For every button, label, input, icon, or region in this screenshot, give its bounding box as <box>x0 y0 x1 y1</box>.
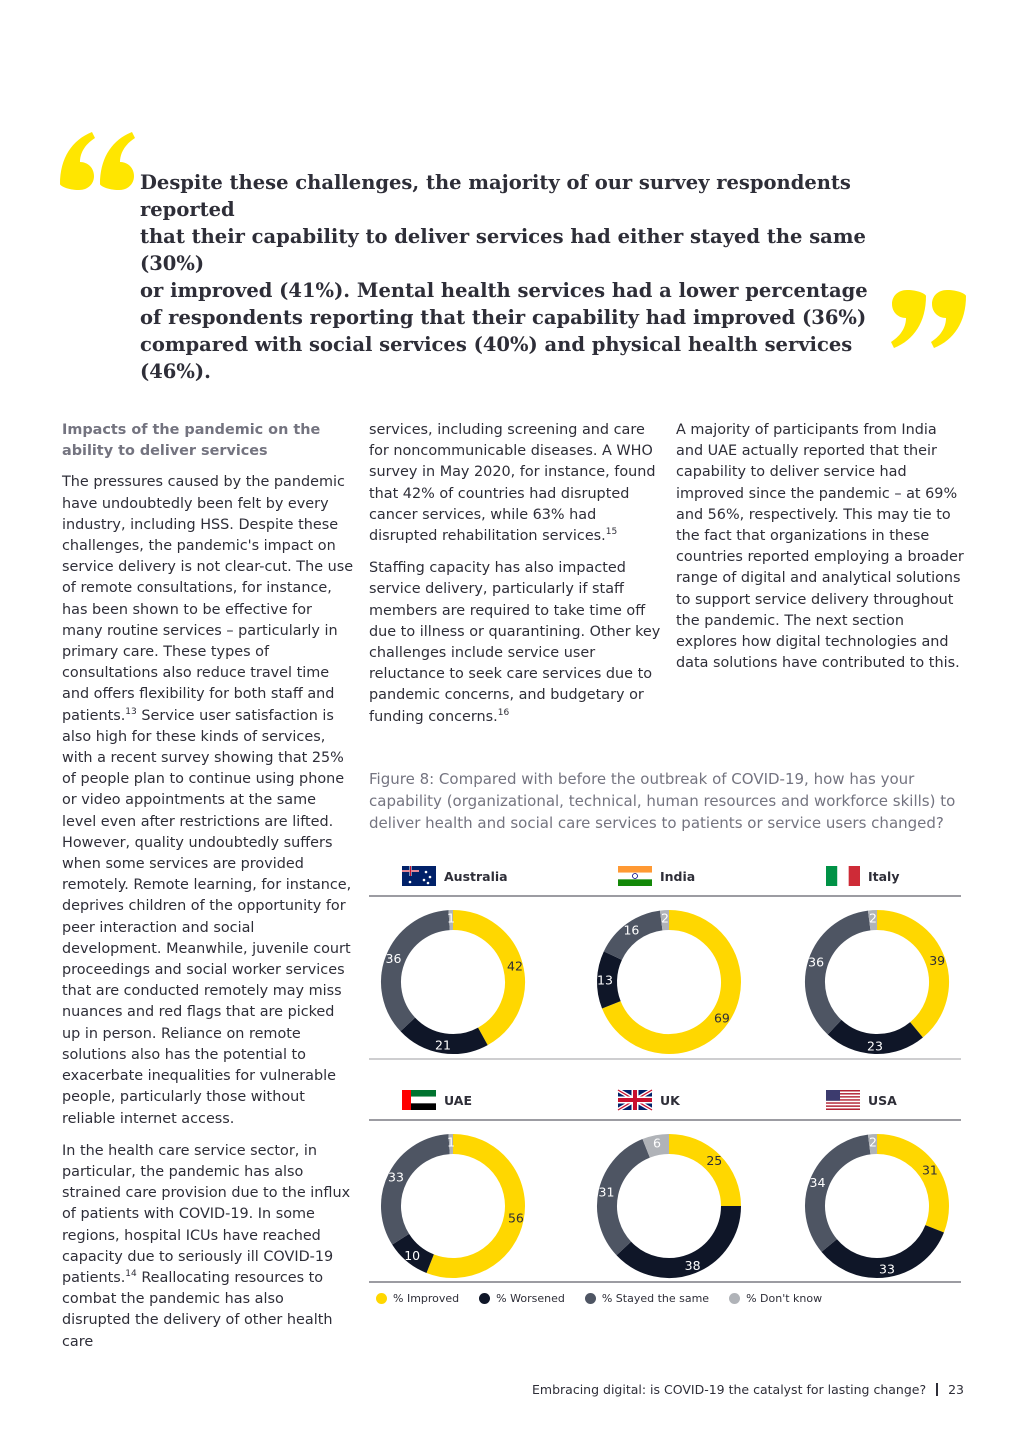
data-label-worsened: 21 <box>435 1037 451 1053</box>
paragraph-text: In the health care service sector, in particular, the pandemic has also strained care provision due to the influx of patients with COVID-19. In some regions, hospital ICUs have reached capacity due to seriously ill COVID-19 patients. <box>62 1142 351 1286</box>
donut-segment-same <box>391 1144 449 1239</box>
donut-charts <box>369 856 965 1286</box>
paragraph <box>62 472 354 1129</box>
legend-item-worsened <box>479 1292 565 1305</box>
legend-label: % Don't know <box>746 1292 823 1305</box>
donut-segment-improved <box>453 920 515 1036</box>
pull-quote-line: or improved (41%). Mental health services had a lower percentage <box>140 279 868 302</box>
body-column-3 <box>676 420 968 685</box>
data-label-same: 36 <box>385 950 402 966</box>
footnote-ref: 14 <box>125 1268 137 1279</box>
legend-swatch <box>585 1293 596 1304</box>
figure-caption: Figure 8: Compared with before the outbreak of COVID-19, how has your capability (organizational, technical, human resources and workforce skills) to deliver health and social care services to patients or service users changed? <box>369 770 956 832</box>
data-label-worsened: 23 <box>867 1038 883 1054</box>
data-label-same: 36 <box>808 954 825 970</box>
paragraph-text: Staffing capacity has also impacted service delivery, particularly if staff members are required to take time off due to illness or quarantining. Other key challenges include service user reluctance to seek care services due to pandemic concerns, and budgetary or funding concerns. <box>369 560 661 725</box>
donut-segment-same <box>391 920 449 1024</box>
open-quote-icon <box>58 118 138 208</box>
data-label-worsened: 10 <box>404 1247 421 1263</box>
donut-segment-worsened <box>624 1206 731 1268</box>
data-label-dontknow: 2 <box>661 910 669 926</box>
data-label-improved: 69 <box>713 1010 730 1026</box>
legend-label: % Stayed the same <box>601 1292 710 1305</box>
body-column-2 <box>369 420 661 739</box>
footer-divider <box>936 1383 938 1396</box>
data-label-dontknow: 6 <box>653 1135 661 1151</box>
data-label-worsened: 33 <box>879 1261 895 1277</box>
data-label-same: 34 <box>809 1174 826 1190</box>
paragraph: A majority of participants from India and UAE actually reported that their capability to deliver service had improved since the pandemic – at 69% and 56%, respectively. This may tie to the fact that organizations in these countries reported employing a broader range of digital and analytical solutions to support service delivery throughout the pandemic. The next section explores how digital technologies and data solutions have contributed to this. <box>676 422 964 672</box>
paragraph-text: Service user satisfaction is also high for these kinds of services, with a recent survey showing that 25% of people plan to continue using phone or video appointments at the same level even after restrictions are lifted. However, quality undoubtedly suffers when some services are provided remotely. Remote learning, for instance, deprives children of the opportunity for peer interaction and social development. Meanwhile, juvenile court proceedings and social worker services that are conducted remotely may miss nuances and red flags that are picked up in person. Reliance on remote solutions also has the potential to exacerbate inequalities for vulnerable people, particularly those without reliable internet access. <box>62 707 352 1127</box>
uae-flag-icon <box>402 1090 436 1110</box>
paragraph <box>62 1141 354 1353</box>
data-label-same: 16 <box>623 922 640 938</box>
data-label-improved: 39 <box>929 952 946 968</box>
paragraph <box>369 558 661 728</box>
donut-segment-improved <box>877 920 939 1030</box>
data-label-improved: 25 <box>706 1153 723 1169</box>
footer-title: Embracing digital: is COVID-19 the catalyst for lasting change? <box>532 1382 927 1397</box>
chart-legend <box>376 1292 822 1305</box>
body-column-1 <box>62 420 354 1364</box>
legend-item-improved <box>376 1292 459 1305</box>
data-label-dontknow: 2 <box>869 1134 877 1150</box>
paragraph <box>369 420 661 547</box>
data-label-worsened: 13 <box>597 972 613 988</box>
australia-flag-icon <box>402 866 436 886</box>
pull-quote-line: compared with social services (40%) and physical health services (46%). <box>140 333 853 383</box>
legend-swatch <box>479 1293 490 1304</box>
data-label-dontknow: 2 <box>869 910 877 926</box>
footnote-ref: 13 <box>125 706 137 717</box>
page-number: 23 <box>948 1382 964 1397</box>
pull-quote-line: Despite these challenges, the majority of our survey respondents reported <box>140 171 851 221</box>
country-label: UAE <box>444 1093 472 1108</box>
data-label-same: 33 <box>388 1169 404 1185</box>
paragraph-text: Reallocating resources to combat the pandemic has also disrupted the delivery of other health care <box>62 1269 333 1350</box>
donut-segment-improved <box>430 1144 515 1268</box>
data-label-worsened: 38 <box>684 1258 701 1273</box>
page-footer <box>532 1382 964 1397</box>
data-label-improved: 42 <box>507 958 523 974</box>
country-label: USA <box>868 1093 897 1108</box>
data-label-improved: 56 <box>507 1210 524 1226</box>
usa-flag-icon <box>826 1090 860 1110</box>
uk-flag-icon <box>618 1090 652 1110</box>
country-label: UK <box>660 1093 680 1108</box>
footnote-ref: 16 <box>497 707 510 718</box>
paragraph-text: The pressures caused by the pandemic have undoubtedly been felt by every industry, including HSS. Despite these challenges, the pandemic's impact on service delivery is not clear-cut. The use of remote consultations, for instance, has been shown to be effective for many routine services – particularly in primary care. These types of consultations also reduce travel time and offers flexibility for both staff and patients. <box>62 474 354 724</box>
pull-quote-line: that their capability to deliver services had either stayed the same (30%) <box>140 225 866 275</box>
italy-flag-icon <box>826 866 860 886</box>
pull-quote-line: of respondents reporting that their capability had improved (36%) <box>140 306 867 329</box>
footnote-ref: 15 <box>605 527 618 538</box>
donut-segment-same <box>815 920 869 1027</box>
legend-item-same <box>585 1292 709 1305</box>
data-label-improved: 31 <box>921 1162 938 1178</box>
donut-segment-improved <box>877 1144 939 1229</box>
data-label-dontknow: 1 <box>447 1134 455 1150</box>
legend-item-dontknow <box>729 1292 822 1305</box>
legend-swatch <box>729 1293 740 1304</box>
country-label: Australia <box>444 869 508 884</box>
data-label-same: 31 <box>598 1184 615 1200</box>
country-label: Italy <box>868 869 900 884</box>
country-label: India <box>660 869 696 884</box>
section-heading: Impacts of the pandemic on the ability to deliver services <box>62 422 321 460</box>
data-label-dontknow: 1 <box>447 910 455 926</box>
legend-label: % Improved <box>393 1292 460 1305</box>
close-quote-icon <box>888 272 968 362</box>
legend-label: % Worsened <box>496 1292 565 1305</box>
india-flag-icon <box>618 866 652 886</box>
legend-swatch <box>376 1293 387 1304</box>
paragraph-text: services, including screening and care for noncommunicable diseases. A WHO survey in May 2020, for instance, found that 42% of countries had disrupted cancer services, while 63% had disrupted rehabilitation services. <box>369 422 656 545</box>
pull-quote <box>140 169 920 385</box>
donut-segment-same <box>815 1144 869 1245</box>
